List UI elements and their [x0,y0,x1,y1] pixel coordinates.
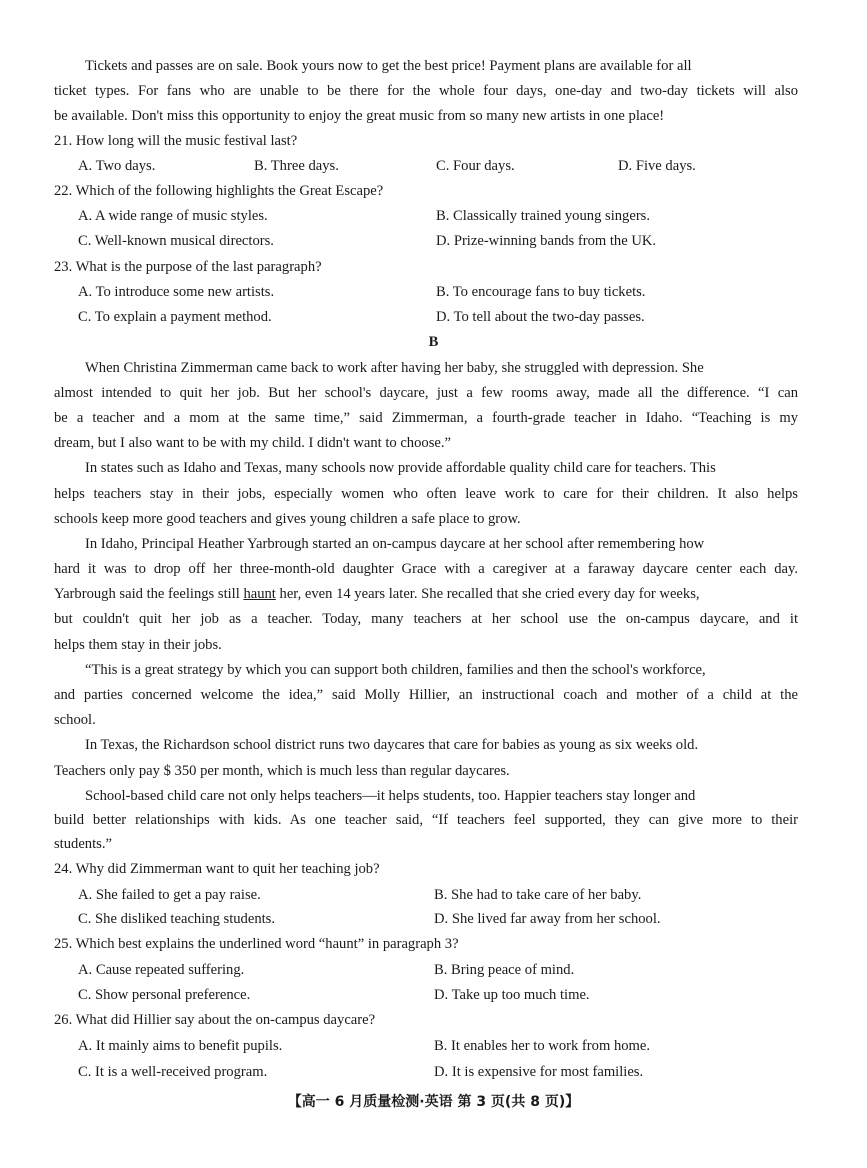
question-26-option-d: D. It is expensive for most families. [434,1064,644,1080]
passage-b-p2-line-1: In states such as Idaho and Texas, many schools now provide affordable quality child care for teachers. This [85,460,716,476]
passage-b-p3-line-4: but couldn't quit her job as a teacher. Today, many teachers at her school use the on-campus daycare, and it [54,611,798,627]
question-26-stem: 26. What did Hillier say about the on-campus daycare? [54,1012,376,1028]
question-22-option-d: D. Prize-winning bands from the UK. [436,233,657,249]
question-26-option-a: A. It mainly aims to benefit pupils. [78,1038,283,1054]
intro-line-2: ticket types. For fans who are unable to be there for the whole four days, one-day and two-day tickets will also [54,83,798,99]
question-24-option-b: B. She had to take care of her baby. [434,887,642,903]
question-25-option-c: C. Show personal preference. [78,987,251,1003]
intro-line-3: be available. Don't miss this opportunity to enjoy the great music from so many new artists in one place! [54,108,665,124]
passage-b-p6-line-3: students.” [54,836,112,852]
passage-b-p6-line-1: School-based child care not only helps teachers—it helps students, too. Happier teachers stay longer and [85,788,696,804]
passage-b-p1-line-3: be a teacher and a mom at the same time,” said Zimmerman, a fourth-grade teacher in Idaho. “Teaching is my [54,410,798,426]
question-25-option-a: A. Cause repeated suffering. [78,962,245,978]
question-24-option-d: D. She lived far away from her school. [434,911,661,927]
question-21-option-b: B. Three days. [254,158,339,174]
question-23-option-c: C. To explain a payment method. [78,309,272,325]
passage-b-p5-line-2: Teachers only pay $ 350 per month, which is much less than regular daycares. [54,763,510,779]
p3-line-3-before: Yarbrough said the feelings still [54,586,244,602]
question-23-stem: 23. What is the purpose of the last paragraph? [54,259,322,275]
passage-b-p3-line-1: In Idaho, Principal Heather Yarbrough started an on-campus daycare at her school after remembering how [85,536,705,552]
question-21-option-c: C. Four days. [436,158,515,174]
passage-b-p4-line-3: school. [54,712,96,728]
question-22-option-a: A. A wide range of music styles. [78,208,268,224]
passage-b-p4-line-2: and parties concerned welcome the idea,” said Molly Hillier, an instructional coach and mother of a child at the [54,687,798,703]
question-23-option-d: D. To tell about the two-day passes. [436,309,645,325]
passage-b-p1-line-1: When Christina Zimmerman came back to work after having her baby, she struggled with depression. She [85,360,704,376]
question-21-option-d: D. Five days. [618,158,696,174]
question-25-option-b: B. Bring peace of mind. [434,962,575,978]
question-22-stem: 22. Which of the following highlights the Great Escape? [54,183,384,199]
question-24-option-c: C. She disliked teaching students. [78,911,275,927]
page-footer: 【高一 6 月质量检测·英语 第 3 页(共 8 页)】 [287,1094,580,1110]
passage-b-p6-line-2: build better relationships with kids. As one teacher said, “If teachers feel supported, they can give more to their [54,812,798,828]
question-26-option-b: B. It enables her to work from home. [434,1038,651,1054]
passage-b-p2-line-3: schools keep more good teachers and gives young children a safe place to grow. [54,511,521,527]
question-24-option-a: A. She failed to get a pay raise. [78,887,261,903]
question-25-option-d: D. Take up too much time. [434,987,590,1003]
question-21-stem: 21. How long will the music festival last? [54,133,298,149]
question-26-option-c: C. It is a well-received program. [78,1064,268,1080]
passage-b-p3-line-5: helps them stay in their jobs. [54,637,222,653]
passage-b-p5-line-1: In Texas, the Richardson school district runs two daycares that care for babies as young as six weeks old. [85,737,699,753]
passage-b-p2-line-2: helps teachers stay in their jobs, especially women who often leave work to care for their children. It also helps [54,486,798,502]
passage-b-p3-line-2: hard it was to drop off her three-month-old daughter Grace with a caregiver at a faraway daycare center each day. [54,561,798,577]
question-24-stem: 24. Why did Zimmerman want to quit her teaching job? [54,861,380,877]
p3-line-3-after: her, even 14 years later. She recalled that she cried every day for weeks, [275,586,700,602]
question-23-option-b: B. To encourage fans to buy tickets. [436,284,646,300]
question-23-option-a: A. To introduce some new artists. [78,284,275,300]
passage-b-p1-line-4: dream, but I also want to be with my child. I didn't want to choose.” [54,435,451,451]
section-b-heading: B [428,334,439,350]
passage-b-p4-line-1: “This is a great strategy by which you can support both children, families and then the school's workforce, [85,662,706,678]
passage-b-p3-line-3 [54,585,798,603]
underlined-word-haunt: haunt [243,586,276,602]
question-22-option-b: B. Classically trained young singers. [436,208,651,224]
passage-b-p1-line-2: almost intended to quit her job. But her school's daycare, just a few rooms away, made all the difference. “I can [54,385,798,401]
intro-line-1: Tickets and passes are on sale. Book yours now to get the best price! Payment plans are available for all [85,58,692,74]
question-22-option-c: C. Well-known musical directors. [78,233,274,249]
question-25-stem: 25. Which best explains the underlined word “haunt” in paragraph 3? [54,936,459,952]
question-21-option-a: A. Two days. [78,158,156,174]
